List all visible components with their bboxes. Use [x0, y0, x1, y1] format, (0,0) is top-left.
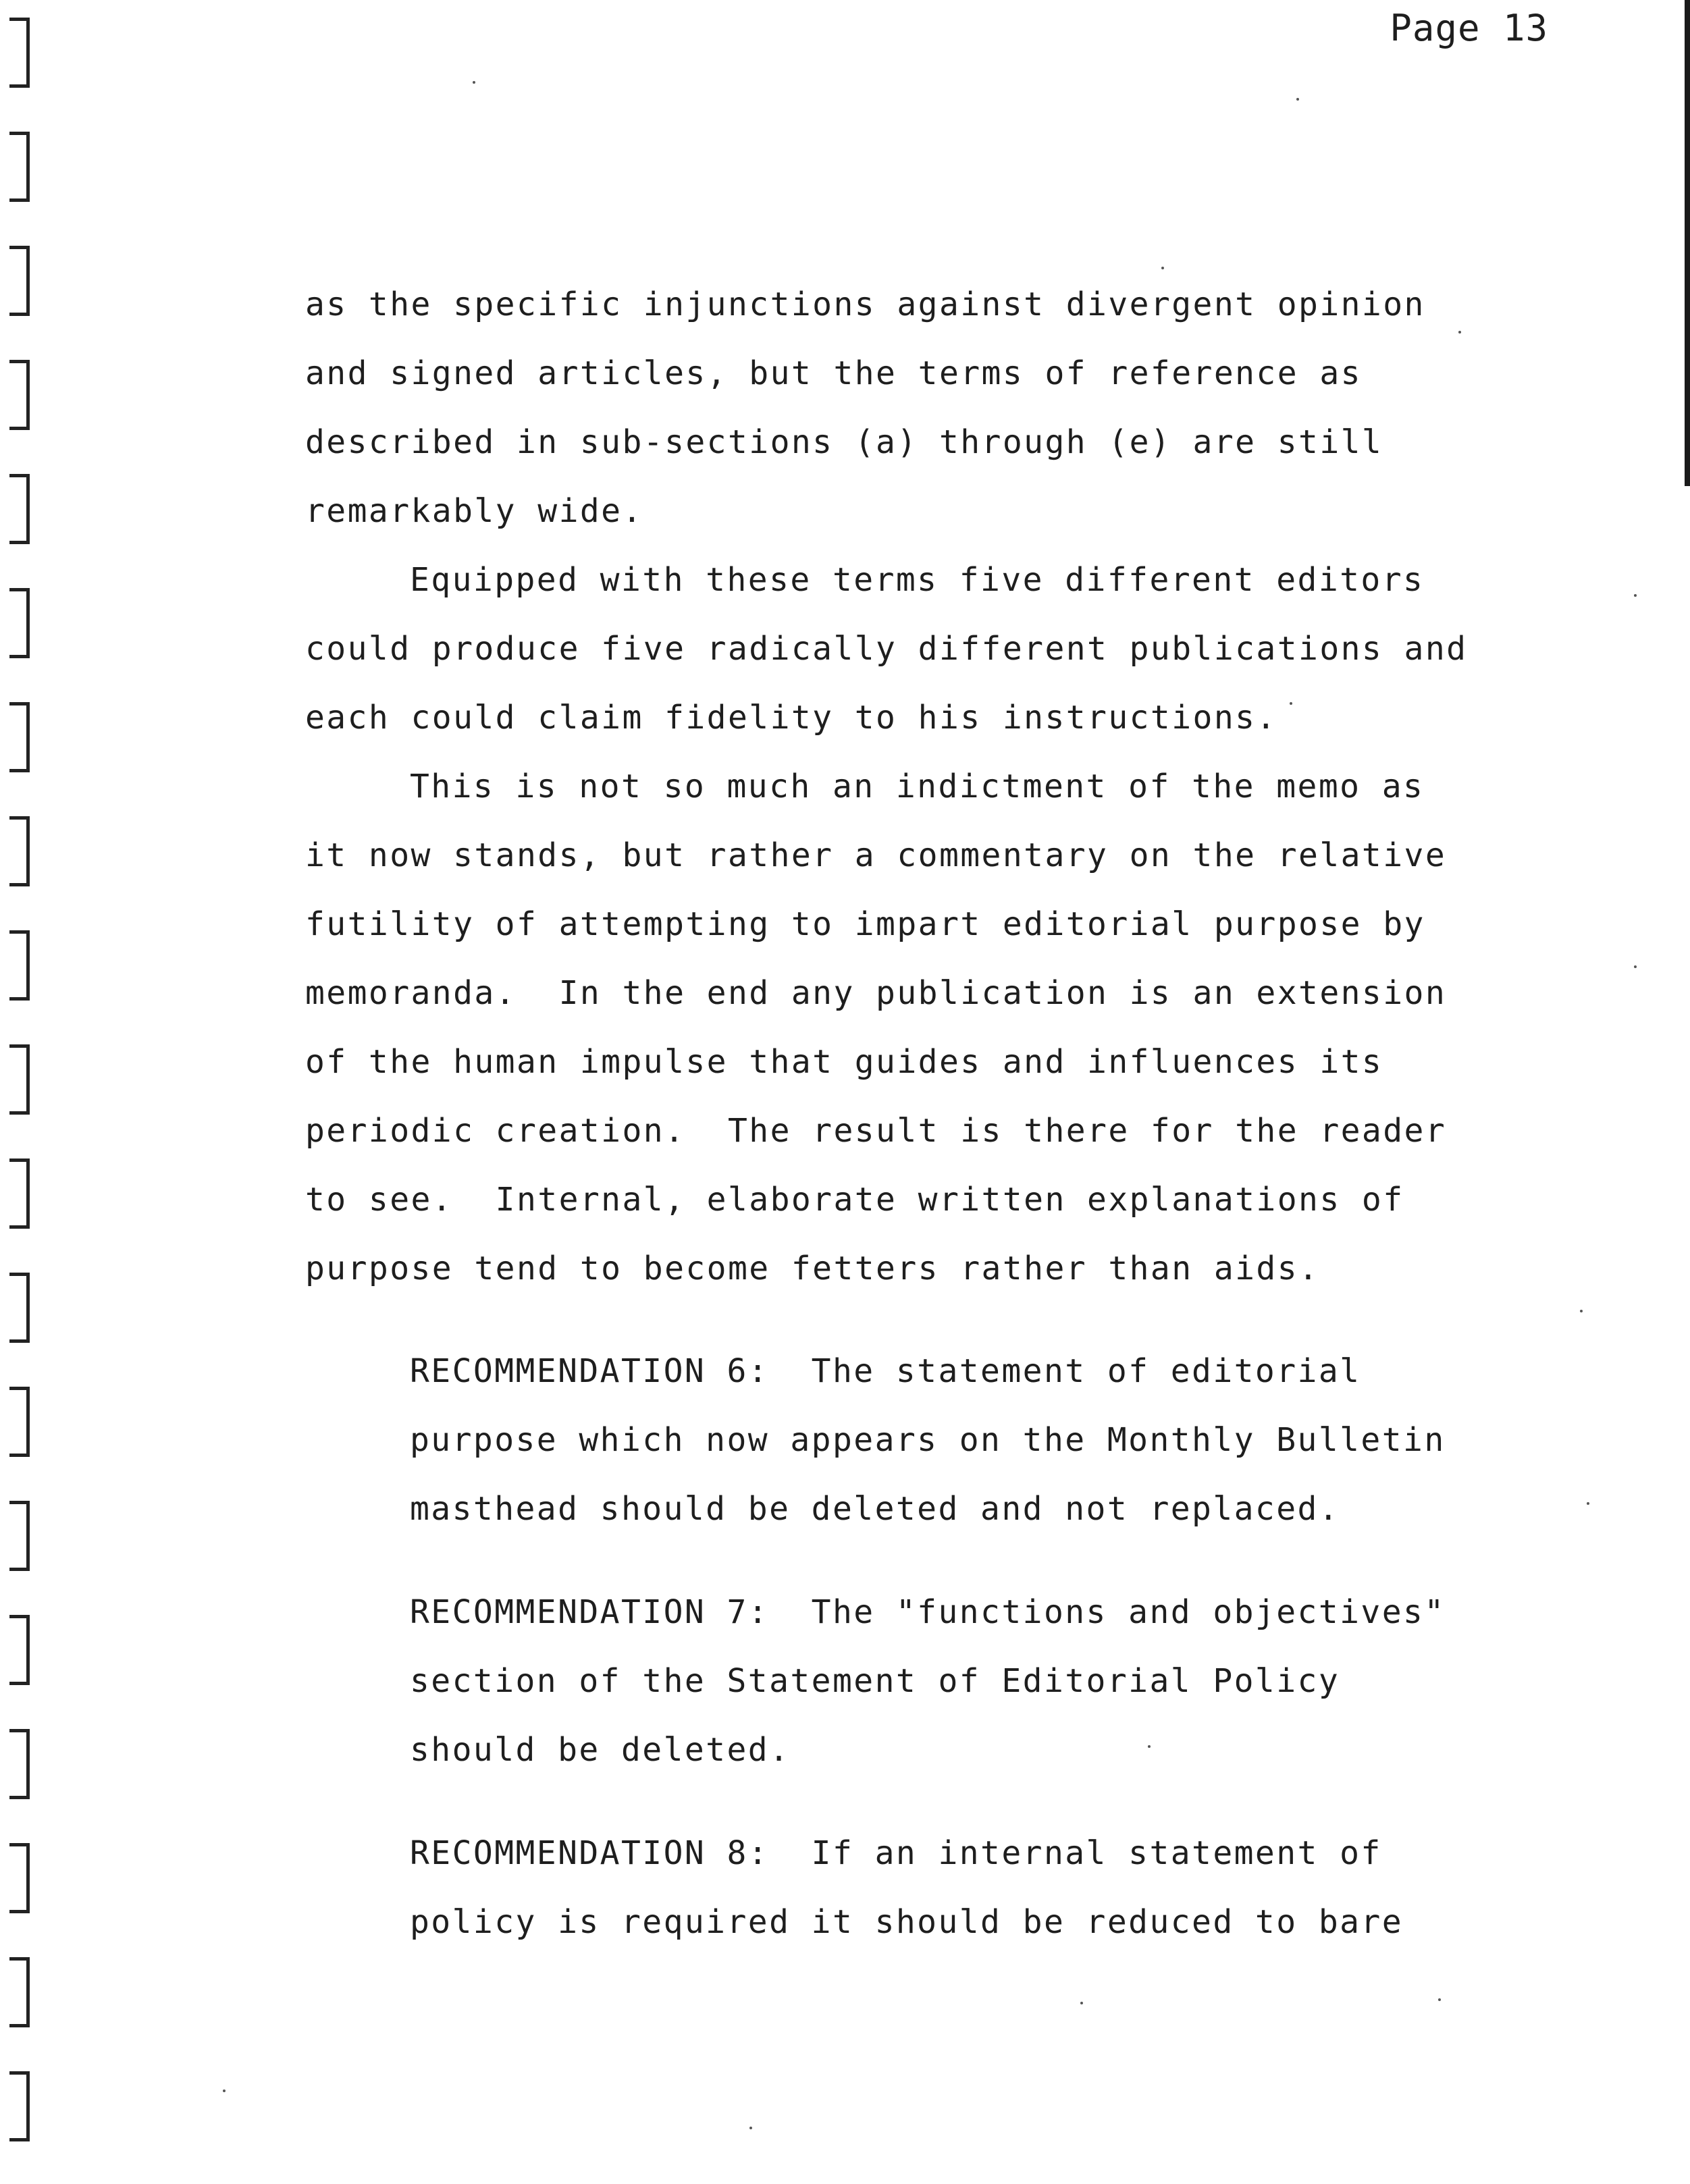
text-line: of the human impulse that guides and influences its [305, 1043, 1383, 1081]
binder-bracket [9, 132, 30, 202]
scan-speck [1634, 594, 1637, 597]
text-line: RECOMMENDATION 6: The statement of editorial [410, 1352, 1361, 1390]
page-number: Page 13 [1390, 7, 1548, 49]
binder-bracket [9, 474, 30, 544]
scan-speck [1080, 2002, 1083, 2004]
scan-speck [1296, 98, 1299, 101]
scan-speck [1290, 702, 1292, 705]
scan-speck [1580, 1310, 1583, 1312]
binder-bracket [9, 1273, 30, 1343]
scan-speck [1438, 1998, 1441, 2001]
recommendation-7 [410, 1578, 1490, 1784]
binder-brackets [0, 0, 41, 2184]
text-line: RECOMMENDATION 8: If an internal statement of [410, 1834, 1382, 1872]
binder-bracket [9, 1044, 30, 1115]
binder-bracket [9, 1843, 30, 1913]
scan-speck [1458, 331, 1461, 334]
binder-bracket [9, 1158, 30, 1229]
recommendation-8 [410, 1819, 1490, 1956]
scan-speck [473, 81, 475, 84]
binder-bracket [9, 1387, 30, 1457]
text-line: masthead should be deleted and not replaced. [410, 1490, 1340, 1528]
binder-bracket [9, 1615, 30, 1685]
paragraph [305, 545, 1467, 752]
body-text [305, 270, 1467, 1303]
scan-speck [1148, 1745, 1151, 1748]
binder-bracket [9, 588, 30, 658]
text-line: Equipped with these terms five different editors [410, 561, 1425, 599]
text-line: periodic creation. The result is there for the reader [305, 1112, 1447, 1150]
text-line: could produce five radically different publications and [305, 630, 1468, 668]
text-line: futility of attempting to impart editorial purpose by [305, 905, 1425, 943]
binder-bracket [9, 246, 30, 316]
text-line: RECOMMENDATION 7: The "functions and objectives" [410, 1593, 1446, 1631]
text-line: to see. Internal, elaborate written explanations of [305, 1181, 1404, 1219]
text-line: as the specific injunctions against divergent opinion [305, 286, 1425, 323]
text-line: remarkably wide. [305, 492, 643, 530]
binder-bracket [9, 360, 30, 430]
scan-speck [223, 2089, 226, 2092]
text-line: This is not so much an indictment of the memo as [410, 768, 1425, 805]
binder-bracket [9, 930, 30, 1001]
paragraph [305, 752, 1467, 1303]
text-line: purpose which now appears on the Monthly Bulletin [410, 1421, 1446, 1459]
scan-speck [1587, 1502, 1589, 1505]
text-line: described in sub-sections (a) through (e) are still [305, 423, 1383, 461]
binder-bracket [9, 1957, 30, 2027]
binder-bracket [9, 1729, 30, 1799]
scan-speck [1634, 965, 1637, 968]
text-line: it now stands, but rather a commentary on the relative [305, 836, 1447, 874]
text-line: purpose tend to become fetters rather than aids. [305, 1250, 1320, 1287]
scan-speck [1161, 267, 1164, 269]
text-line: each could claim fidelity to his instructions. [305, 699, 1277, 737]
paragraph [305, 270, 1467, 545]
binder-bracket [9, 702, 30, 772]
binder-bracket [9, 1501, 30, 1571]
text-line: section of the Statement of Editorial Policy [410, 1662, 1340, 1700]
page-edge-mark [1685, 0, 1690, 486]
binder-bracket [9, 816, 30, 886]
binder-bracket [9, 18, 30, 88]
binder-bracket [9, 2071, 30, 2141]
text-line: and signed articles, but the terms of reference as [305, 354, 1362, 392]
text-line: policy is required it should be reduced to bare [410, 1903, 1404, 1941]
text-line: memoranda. In the end any publication is an extension [305, 974, 1447, 1012]
scan-speck [749, 2127, 752, 2129]
recommendation-6 [410, 1337, 1490, 1543]
text-line: should be deleted. [410, 1731, 791, 1769]
